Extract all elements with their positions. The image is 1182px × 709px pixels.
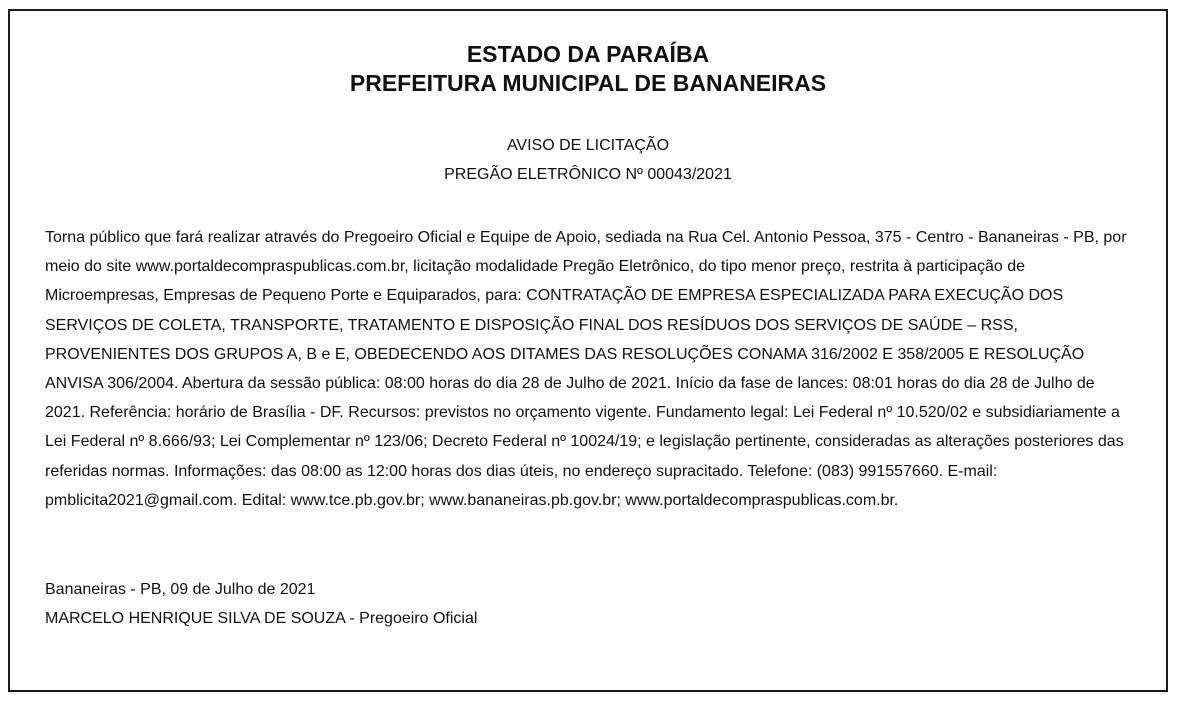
notice-frame bbox=[8, 9, 1168, 692]
notice-title: AVISO DE LICITAÇÃO bbox=[506, 137, 670, 154]
state-heading: ESTADO DA PARAÍBA bbox=[466, 41, 710, 67]
notice-body: Torna público que fará realizar através do Pregoeiro Oficial e Equipe de Apoio, sediada na Rua Cel. Antonio Pessoa, 375 - Centro - Bananeiras - PB, por meio do site www.portaldecompraspublicas.com.br, licitação modalidade Pregão Eletrônico, do tipo menor preço, restrita à participação de Microempresas, Empresas de Pequeno Porte e Equiparados, para: CONTRATAÇÃO DE EMPRESA ESPECIALIZADA PARA EXECUÇÃO DOS SERVIÇOS DE COLETA, TRANSPORTE, TRATAMENTO E DISPOSIÇÃO FINAL DOS RESÍDUOS DOS SERVIÇOS DE SAÚDE – RSS, PROVENIENTES DOS GRUPOS A, B e E, OBEDECENDO AOS DITAMES DAS RESOLUÇÕES CONAMA 316/2002 E 358/2005 E RESOLUÇÃO ANVISA 306/2004. Abertura da sessão pública: 08:00 horas do dia 28 de Julho de 2021. Início da fase de lances: 08:01 horas do dia 28 de Julho de 2021. Referência: horário de Brasília - DF. Recursos: previstos no orçamento vigente. Fundamento legal: Lei Federal nº 10.520/02 e subsidiariamente a Lei Federal nº 8.666/93; Lei Complementar nº 123/06; Decreto Federal nº 10024/19; e legislação pertinente, consideradas as alterações posteriores das referidas normas. Informações: das 08:00 as 12:00 horas dos dias úteis, no endereço supracitado. Telefone: (083) 991557660. E-mail: pmblicita2021@gmail.com. Edital: www.tce.pb.gov.br; www.bananeiras.pb.gov.br; www.portaldecompraspublicas.com.br. bbox=[45, 229, 1127, 509]
notice-subtitle: PREGÃO ELETRÔNICO Nº 00043/2021 bbox=[444, 166, 732, 183]
place-date: Bananeiras - PB, 09 de Julho de 2021 bbox=[45, 581, 316, 598]
signatory: MARCELO HENRIQUE SILVA DE SOUZA - Pregoeiro Oficial bbox=[45, 610, 478, 627]
municipality-heading: PREFEITURA MUNICIPAL DE BANANEIRAS bbox=[349, 70, 827, 96]
